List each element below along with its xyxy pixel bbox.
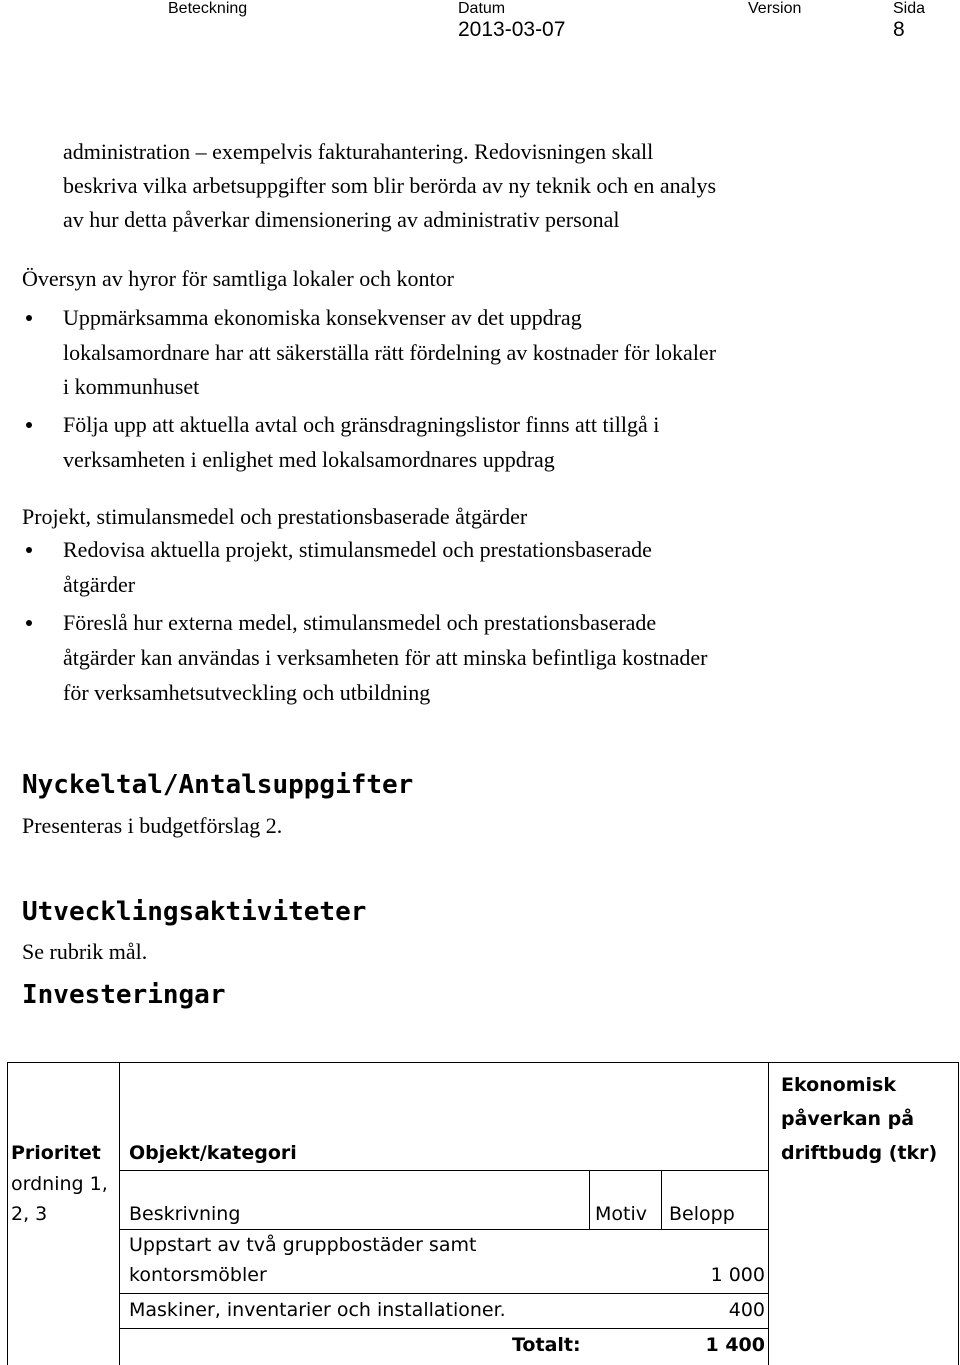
bullet-icon	[26, 315, 32, 321]
row-beskrivning: Maskiner, inventarier och installationer.	[129, 1299, 506, 1321]
col-header-ekonomisk-line: påverkan på	[781, 1108, 915, 1130]
bullet-line: Uppmärksamma ekonomiska konsekvenser av det uppdrag	[63, 305, 582, 330]
bullet-icon	[26, 547, 32, 553]
table-border	[119, 1328, 768, 1329]
heading-utvecklingsaktiviteter: Utvecklingsaktiviteter	[22, 897, 367, 927]
table-border	[119, 1062, 120, 1365]
bullet-line: verksamheten i enlighet med lokalsamordnares uppdrag	[63, 447, 555, 472]
col-header-objekt: Objekt/kategori	[129, 1142, 297, 1164]
subheader-belopp: Belopp	[669, 1203, 735, 1225]
table-border	[119, 1170, 768, 1171]
table-border	[589, 1170, 590, 1230]
nyckeltal-text: Presenteras i budgetförslag 2.	[22, 813, 283, 838]
table-border	[661, 1170, 662, 1230]
bullet-line: för verksamhetsutveckling och utbildning	[63, 680, 431, 705]
bullet-line: åtgärder kan användas i verksamheten för att minska befintliga kostnader	[63, 645, 708, 670]
table-border	[768, 1062, 769, 1365]
header-label-datum: Datum	[458, 0, 506, 17]
subheader-beskrivning: Beskrivning	[129, 1203, 241, 1225]
section-title-oversyn: Översyn av hyror för samtliga lokaler och kontor	[22, 266, 454, 291]
intro-line: administration – exempelvis fakturahantering. Redovisningen skall	[63, 139, 654, 164]
col-header-ekonomisk-line: driftbudg (tkr)	[781, 1142, 938, 1164]
utveckling-text: Se rubrik mål.	[22, 939, 148, 964]
col-header-ekonomisk: Ekonomisk	[781, 1074, 896, 1096]
table-border	[958, 1062, 959, 1365]
intro-line: beskriva vilka arbetsuppgifter som blir berörda av ny teknik och en analys	[63, 173, 717, 198]
bullet-line: i kommunhuset	[63, 374, 200, 399]
row-beskrivning: kontorsmöbler	[129, 1264, 267, 1286]
section-title-projekt: Projekt, stimulansmedel och prestationsbaserade åtgärder	[22, 504, 528, 529]
header-label-beteckning: Beteckning	[168, 0, 248, 17]
header-date: 2013-03-07	[458, 18, 566, 41]
col-header-prioritet: Prioritet	[11, 1142, 101, 1164]
row-belopp: 400	[728, 1299, 765, 1321]
table-border	[7, 1062, 8, 1365]
total-value: 1 400	[705, 1334, 765, 1356]
table-border	[7, 1062, 959, 1063]
subheader-motiv: Motiv	[595, 1203, 647, 1225]
header-label-sida: Sida	[893, 0, 926, 17]
bullet-icon	[26, 422, 32, 428]
header-label-version: Version	[748, 0, 802, 17]
row-belopp: 1 000	[710, 1264, 765, 1286]
table-border	[119, 1293, 768, 1294]
bullet-line: Föreslå hur externa medel, stimulansmedel och prestationsbaserade	[63, 610, 657, 635]
bullet-line: Följa upp att aktuella avtal och gränsdragningslistor finns att tillgå i	[63, 412, 660, 437]
row-beskrivning: Uppstart av två gruppbostäder samt	[129, 1234, 477, 1256]
bullet-icon	[26, 620, 32, 626]
intro-line: av hur detta påverkar dimensionering av administrativ personal	[63, 207, 620, 232]
col-header-prioritet-line: ordning 1,	[11, 1173, 108, 1195]
bullet-line: lokalsamordnare har att säkerställa rätt fördelning av kostnader för lokaler	[63, 340, 717, 365]
total-label: Totalt:	[512, 1334, 581, 1356]
heading-investeringar: Investeringar	[22, 980, 226, 1010]
col-header-prioritet-line: 2, 3	[11, 1203, 48, 1225]
header-page-number: 8	[893, 18, 905, 41]
bullet-line: Redovisa aktuella projekt, stimulansmedel och prestationsbaserade	[63, 537, 652, 562]
heading-nyckeltal: Nyckeltal/Antalsuppgifter	[22, 770, 414, 800]
bullet-line: åtgärder	[63, 572, 136, 597]
